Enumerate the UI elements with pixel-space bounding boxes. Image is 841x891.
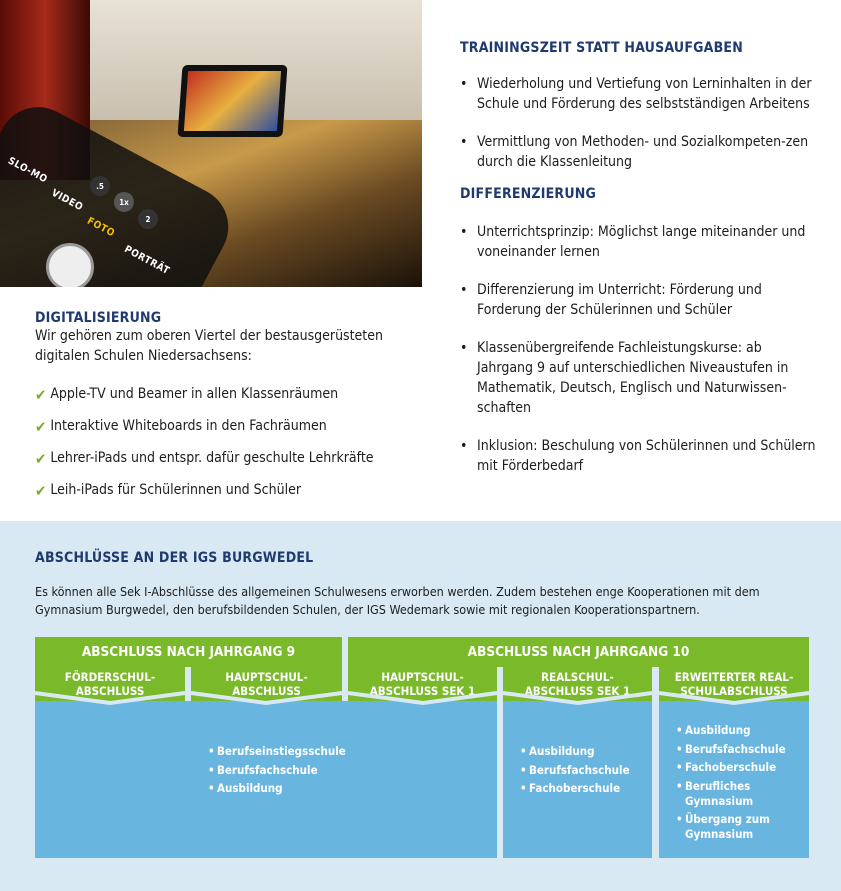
list-item: ✔ Leih-iPads für Schülerinnen und Schüler	[35, 482, 301, 500]
list-item: • Wiederholung und Vertiefung von Lerninhalten in der Schule und Förderung des selbstständigen Arbeitens	[460, 74, 820, 114]
list-item: • Ausbildung	[520, 744, 630, 759]
column-header: REALSCHUL- ABSCHLUSS SEK 1	[503, 667, 652, 705]
classroom-photo	[0, 0, 422, 287]
section-intro: Wir gehören zum oberen Viertel der bestausgerüsteten digitalen Schulen Niedersachsens:	[35, 328, 383, 364]
list-erweitert	[676, 723, 801, 846]
zoom-button: 1x	[114, 192, 134, 212]
group-header-10: ABSCHLUSS NACH JAHRGANG 10	[348, 637, 809, 667]
list-item: ✔ Apple-TV und Beamer in allen Klassenräumen	[35, 386, 339, 404]
list-item: • Vermittlung von Methoden- und Sozialkompeten-zen durch die Klassenleitung	[460, 132, 820, 172]
list-item: • Berufseinstiegsschule	[208, 744, 346, 759]
list-item: ✔ Interaktive Whiteboards in den Fachräumen	[35, 418, 327, 436]
camera-mode: PORTRÄT	[122, 243, 172, 278]
list-hauptschul	[208, 744, 346, 800]
right-column	[460, 40, 820, 494]
abschluesse-panel	[0, 521, 841, 891]
check-icon: ✔	[35, 482, 47, 500]
section-intro: Es können alle Sek I-Abschlüsse des allgemeinen Schulwesens erworben werden. Zudem bestehen enge Kooperationen mit dem Gymnasium Burgwedel, den berufsbildenden Schulen, der IGS Wedemark sowie mit regionalen Kooperationspartnern.	[35, 584, 760, 617]
column-header: HAUPTSCHUL- ABSCHLUSS	[191, 667, 342, 705]
section-title: ABSCHLÜSSE AN DER IGS BURGWEDEL	[35, 550, 314, 566]
list-item: • Fachoberschule	[520, 781, 630, 796]
shutter-icon	[46, 243, 94, 287]
list-item: • Berufliches Gymnasium	[676, 779, 756, 809]
column-header: HAUPTSCHUL- ABSCHLUSS SEK 1	[348, 667, 497, 705]
list-item: • Berufsfachschule	[520, 763, 630, 778]
digital-section	[35, 310, 420, 514]
list-item: • Unterrichtsprinzip: Möglichst lange miteinander und voneinander lernen	[460, 222, 820, 262]
list-item: • Fachoberschule	[676, 760, 801, 775]
list-item: • Ausbildung	[208, 781, 346, 796]
chevron-dividers	[0, 521, 841, 721]
column-header: FÖRDERSCHUL- ABSCHLUSS	[35, 667, 185, 705]
list-item: • Berufsfachschule	[208, 763, 346, 778]
list-item: • Berufsfachschule	[676, 742, 801, 757]
camera-mode: SLO-MO	[5, 155, 50, 186]
zoom-button: 2	[138, 209, 158, 229]
photo-ipad	[177, 65, 287, 137]
list-item: • Übergang zum Gymnasium	[676, 812, 771, 842]
list-item: • Klassenübergreifende Fachleistungskurse: ab Jahrgang 9 auf unterschiedlichen Niveaustufen in Mathematik, Deutsch, Englisch und Naturwissen-schaften	[460, 338, 820, 418]
section-title: DIGITALISIERUNG	[35, 310, 162, 326]
list-item: • Differenzierung im Unterricht: Förderung und Forderung der Schülerinnen und Schüler	[460, 280, 820, 320]
zoom-button: .5	[90, 176, 110, 196]
list-item: • Inklusion: Beschulung von Schülerinnen und Schülern mit Förderbedarf	[460, 436, 820, 476]
check-icon: ✔	[35, 450, 47, 468]
camera-mode: VIDEO	[49, 187, 85, 214]
list-item: ✔ Lehrer-iPads und entspr. dafür geschulte Lehrkräfte	[35, 450, 374, 468]
check-icon: ✔	[35, 386, 47, 404]
list-item: • Ausbildung	[676, 723, 801, 738]
list-realschul	[520, 744, 630, 800]
section-title: TRAININGSZEIT STATT HAUSAUFGABEN	[460, 40, 743, 56]
camera-mode: FOTO	[85, 215, 117, 240]
section-title: DIFFERENZIERUNG	[460, 186, 597, 202]
group-header-9: ABSCHLUSS NACH JAHRGANG 9	[35, 637, 342, 667]
column-header: ERWEITERTER REAL- SCHULABSCHLUSS	[659, 667, 809, 705]
check-icon: ✔	[35, 418, 47, 436]
